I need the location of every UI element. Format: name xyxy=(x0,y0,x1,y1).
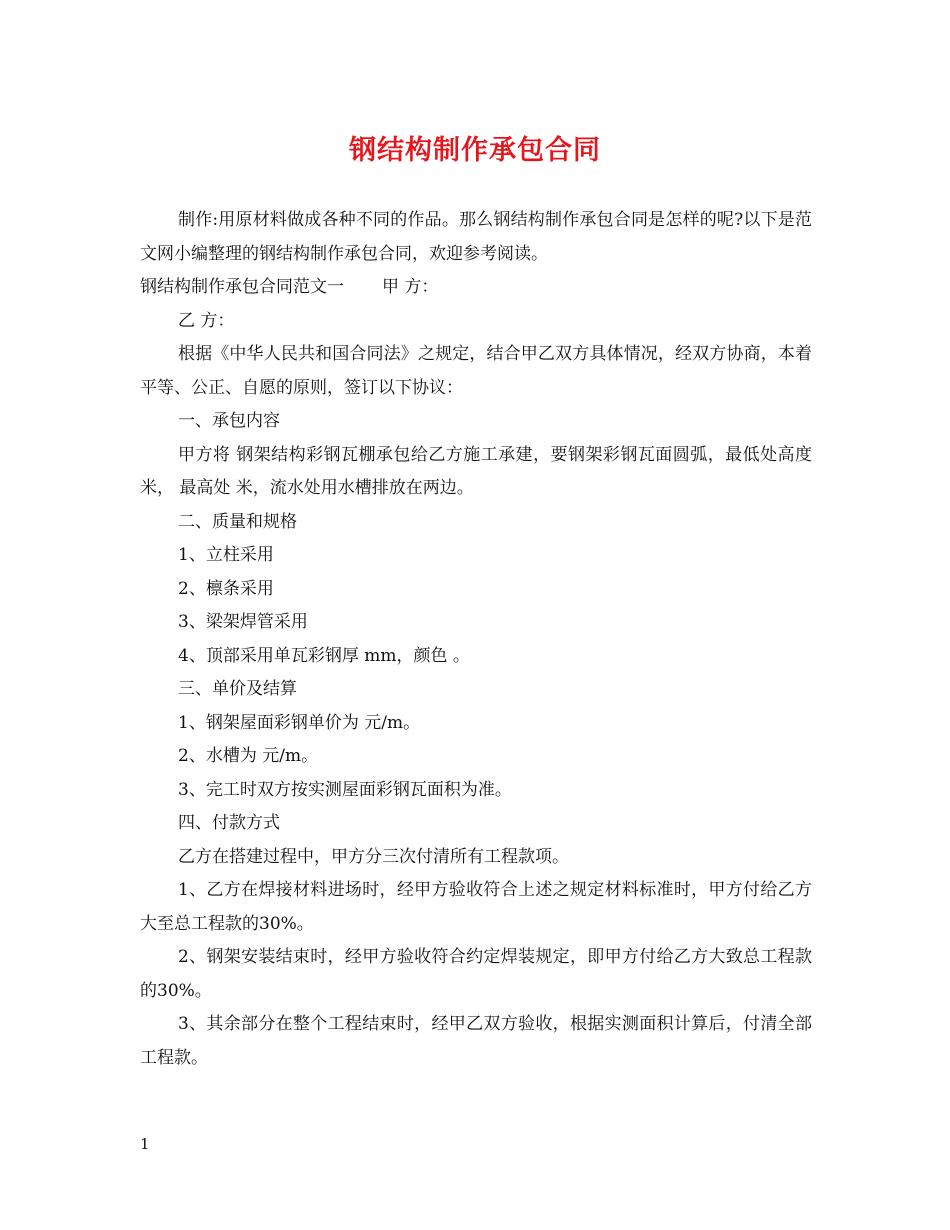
document-body xyxy=(140,204,812,1075)
section4-item: 1、乙方在焊接材料进场时，经甲方验收符合上述之规定材料标准时，甲方付给乙方大至总工程款的30%。 xyxy=(140,880,812,934)
sample-heading-line xyxy=(140,271,812,305)
section2-item: 2、檩条采用 xyxy=(178,578,274,599)
section3-item: 1、钢架屋面彩钢单价为 元/m。 xyxy=(178,712,421,733)
page-number: 1 xyxy=(140,1135,150,1153)
section1-paragraph: 甲方将 钢架结构彩钢瓦棚承包给乙方施工承建，要钢架彩钢瓦面圆弧，最低处高度 米， 最高处 米，流水处用水槽排放在两边。 xyxy=(140,444,812,498)
intro-paragraph: 制作:用原材料做成各种不同的作品。那么钢结构制作承包合同是怎样的呢?以下是范文网小编整理的钢结构制作承包合同，欢迎参考阅读。 xyxy=(140,210,812,264)
section2-item: 4、顶部采用单瓦彩钢厚 mm，颜色 。 xyxy=(178,645,470,666)
section2-item: 1、立柱采用 xyxy=(178,545,274,565)
section4-intro: 乙方在搭建过程中，甲方分三次付清所有工程款项。 xyxy=(178,846,569,867)
section3-item: 2、水槽为 元/m。 xyxy=(178,746,319,766)
sample-heading: 钢结构制作承包合同范文一 xyxy=(140,277,344,297)
party-b-label: 乙 方： xyxy=(178,310,235,331)
section2-item: 3、梁架焊管采用 xyxy=(178,612,308,632)
document-title: 钢结构制作承包合同 xyxy=(349,135,601,166)
section2-heading: 二、质量和规格 xyxy=(178,511,297,532)
section4-item: 2、钢架安装结束时，经甲方验收符合约定焊装规定，即甲方付给乙方大致总工程款的30%。 xyxy=(140,947,812,1001)
section3-heading: 三、单价及结算 xyxy=(178,679,297,699)
section3-item: 3、完工时双方按实测屋面彩钢瓦面积为准。 xyxy=(178,779,512,800)
section4-item: 3、其余部分在整个工程结束时，经甲乙双方验收，根据实测面积计算后，付清全部工程款。 xyxy=(140,1014,812,1068)
preamble-paragraph: 根据《中华人民共和国合同法》之规定，结合甲乙双方具体情况，经双方协商，本着平等、公正、自愿的原则，签订以下协议： xyxy=(140,344,812,398)
party-a-label: 甲 方： xyxy=(382,277,439,297)
section4-heading: 四、付款方式 xyxy=(178,813,280,833)
section1-heading: 一、承包内容 xyxy=(178,411,280,431)
